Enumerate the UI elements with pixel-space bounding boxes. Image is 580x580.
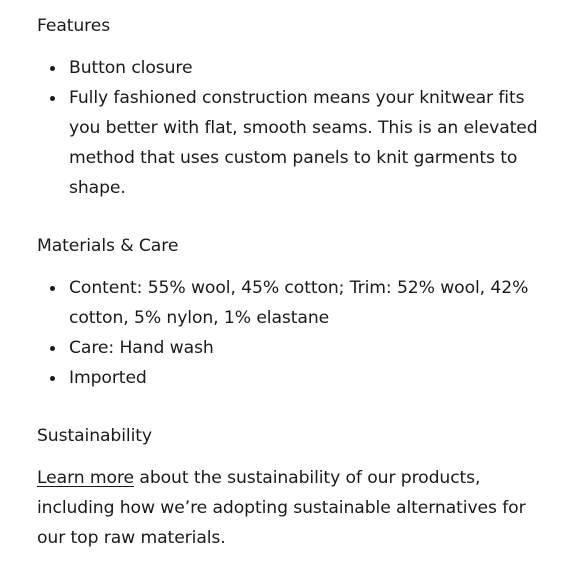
bullet-icon (50, 376, 55, 381)
sustainability-heading: Sustainability (37, 426, 152, 446)
features-heading: Features (37, 16, 111, 36)
features-list (37, 53, 542, 203)
bullet-icon (50, 346, 55, 351)
bullet-icon (50, 96, 55, 101)
bullet-icon (50, 66, 55, 71)
sustainability-paragraph (37, 463, 557, 553)
list-item (37, 363, 542, 393)
materials-care-list (37, 273, 542, 393)
materials-care-heading: Materials & Care (37, 236, 179, 256)
list-item-text: Content: 55% wool, 45% cotton; Trim: 52% wool, 42% cotton, 5% nylon, 1% elastane (69, 278, 529, 328)
list-item-text: Care: Hand wash (69, 338, 214, 358)
list-item-text: Button closure (69, 58, 193, 78)
sustainability-body: about the sustainability of our products, including how we’re adopting sustainable alternatives for our top raw materials. (37, 468, 526, 548)
list-item (37, 333, 542, 363)
list-item-text: Fully fashioned construction means your knitwear fits you better with flat, smooth seams. This is an elevated method that uses custom panels to knit garments to shape. (69, 88, 538, 198)
list-item-text: Imported (69, 368, 147, 388)
list-item (37, 273, 542, 333)
bullet-icon (50, 286, 55, 291)
list-item (37, 53, 542, 83)
learn-more-link[interactable]: Learn more (37, 468, 135, 488)
list-item (37, 83, 542, 203)
